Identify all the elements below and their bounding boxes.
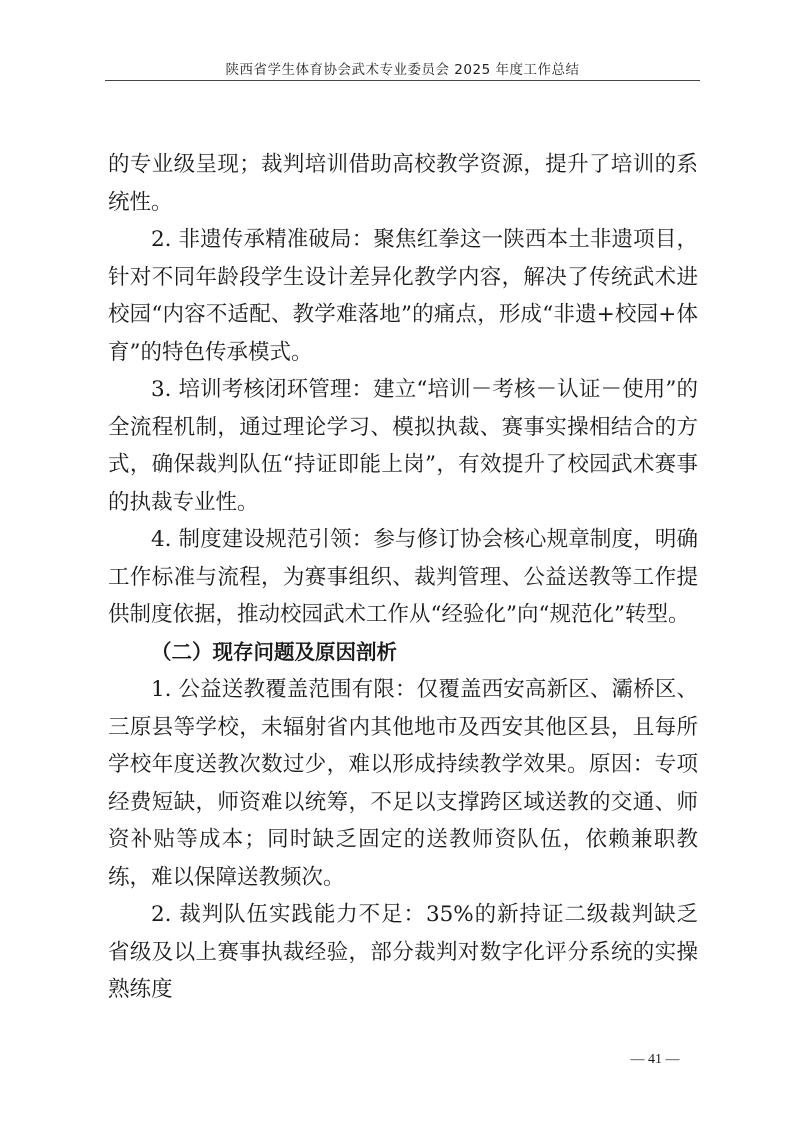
paragraph-item-2: 2. 非遗传承精准破局：聚焦红拳这一陕西本土非遗项目，针对不同年龄段学生设计差异化教学内容，解决了传统武术进校园“内容不适配、教学难落地”的痛点，形成“非遗+校园+体育”的特色传承模式。 [108, 227, 698, 365]
running-header: 陕西省学生体育协会武术专业委员会 2025 年度工作总结 [225, 62, 580, 78]
section-heading: （二）现存问题及原因剖析 [151, 639, 397, 664]
paragraph-item-4: 4. 制度建设规范引领：参与修订协会核心规章制度，明确工作标准与流程，为赛事组织、裁判管理、公益送教等工作提供制度依据，推动校园武术工作从“经验化”向“规范化”转型。 [108, 527, 698, 627]
paragraph-problem-1: 1. 公益送教覆盖范围有限：仅覆盖西安高新区、灞桥区、三原县等学校，未辐射省内其他地市及西安其他区县，且每所学校年度送教次数过少，难以形成持续教学效果。原因：专项经费短缺，师资难以统筹，不足以支撑跨区域送教的交通、师资补贴等成本；同时缺乏固定的送教师资队伍，依赖兼职教练，难以保障送教频次。 [108, 677, 698, 890]
paragraph-continuation: 的专业级呈现；裁判培训借助高校教学资源，提升了培训的系统性。 [108, 152, 698, 215]
page-number: — 41 — [630, 1052, 680, 1067]
document-body [108, 146, 698, 1009]
paragraph-item-3: 3. 培训考核闭环管理：建立“培训－考核－认证－使用”的全流程机制，通过理论学习、模拟执裁、赛事实操相结合的方式，确保裁判队伍“持证即能上岗”，有效提升了校园武术赛事的执裁专业性。 [108, 377, 698, 515]
header-divider [105, 80, 700, 81]
paragraph-problem-2: 2. 裁判队伍实践能力不足：35%的新持证二级裁判缺乏省级及以上赛事执裁经验，部分裁判对数字化评分系统的实操熟练度 [108, 902, 698, 1002]
